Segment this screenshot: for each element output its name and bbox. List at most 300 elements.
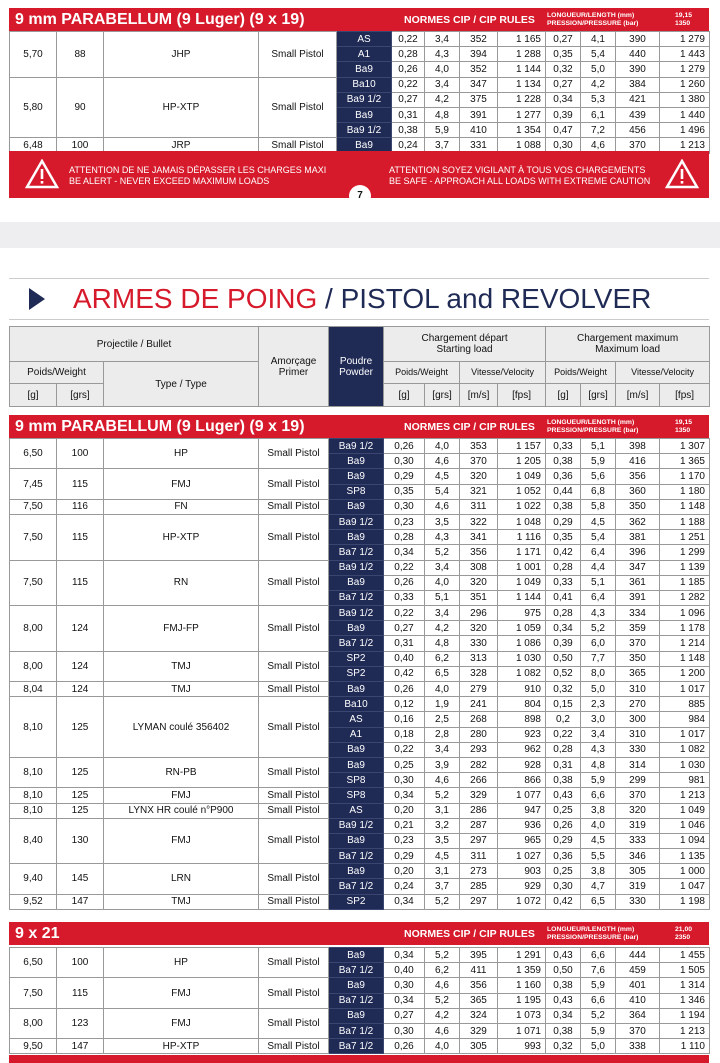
max-velocity-ms: 362 (616, 514, 660, 529)
start-weight-grs: 4,6 (425, 454, 460, 469)
max-weight-grs: 7,7 (581, 651, 616, 666)
table-row (10, 864, 710, 879)
start-weight-g: 0,34 (384, 545, 425, 560)
max-velocity-ms: 390 (616, 32, 660, 47)
max-weight-g: 0,33 (546, 439, 581, 454)
start-weight-g: 0,28 (384, 530, 425, 545)
primer-type: Small Pistol (259, 788, 329, 803)
powder-cell: SP8 (329, 773, 384, 788)
section-header-top (9, 8, 709, 31)
max-velocity-fps: 1 096 (660, 606, 710, 621)
unit-grs: [grs] (57, 384, 104, 407)
start-weight-g: 0,27 (392, 92, 425, 107)
bullet-weight-g: 8,10 (10, 788, 57, 803)
bullet-weight-g: 6,50 (10, 948, 57, 978)
table-row (10, 1039, 710, 1054)
start-weight-grs: 6,5 (425, 666, 460, 681)
start-weight-g: 0,27 (384, 1008, 425, 1023)
max-velocity-ms: 390 (616, 62, 660, 77)
start-velocity-fps: 1 088 (498, 138, 546, 153)
max-velocity-ms: 310 (616, 682, 660, 697)
bullet-weight-grs: 115 (57, 514, 104, 560)
start-velocity-fps: 928 (498, 757, 546, 772)
start-velocity-fps: 910 (498, 682, 546, 697)
max-weight-grs: 5,2 (581, 1008, 616, 1023)
start-velocity-fps: 804 (498, 697, 546, 712)
max-velocity-fps: 1 282 (660, 590, 710, 605)
start-weight-g: 0,42 (384, 666, 425, 681)
start-velocity-ms: 331 (460, 138, 498, 153)
max-velocity-fps: 1 139 (660, 560, 710, 575)
start-velocity-ms: 356 (460, 978, 498, 993)
powder-cell: Ba9 (337, 62, 392, 77)
max-velocity-ms: 391 (616, 590, 660, 605)
max-weight-g: 0,29 (546, 833, 581, 848)
bullet-weight-grs: 100 (57, 948, 104, 978)
start-weight-grs: 4,3 (425, 47, 460, 62)
max-velocity-ms: 338 (616, 1039, 660, 1054)
start-velocity-ms: 395 (460, 948, 498, 963)
max-velocity-fps: 1 049 (660, 803, 710, 818)
start-weight-grs: 5,2 (425, 894, 460, 909)
start-velocity-ms: 293 (460, 742, 498, 757)
primer-type: Small Pistol (259, 514, 329, 560)
start-weight-grs: 4,0 (425, 1039, 460, 1054)
start-weight-g: 0,30 (384, 978, 425, 993)
start-weight-g: 0,28 (392, 47, 425, 62)
table-row (10, 439, 710, 454)
start-weight-grs: 6,2 (425, 651, 460, 666)
table-row (10, 651, 710, 666)
max-velocity-fps: 1 455 (660, 948, 710, 963)
max-velocity-ms: 370 (616, 636, 660, 651)
start-weight-g: 0,26 (384, 575, 425, 590)
max-weight-grs: 8,0 (581, 666, 616, 681)
start-velocity-ms: 282 (460, 757, 498, 772)
start-velocity-fps: 1 052 (498, 484, 546, 499)
primer-type: Small Pistol (259, 682, 329, 697)
start-weight-g: 0,34 (384, 948, 425, 963)
max-weight-grs: 6,8 (581, 484, 616, 499)
start-weight-grs: 4,6 (425, 1023, 460, 1038)
start-weight-g: 0,26 (384, 1039, 425, 1054)
max-weight-grs: 7,2 (581, 123, 616, 138)
max-weight-grs: 5,3 (581, 92, 616, 107)
start-weight-grs: 3,7 (425, 138, 460, 153)
max-weight-g: 0,42 (546, 545, 581, 560)
bullet-weight-grs: 115 (57, 469, 104, 499)
start-velocity-fps: 1 205 (498, 454, 546, 469)
start-weight-g: 0,40 (384, 651, 425, 666)
start-weight-g: 0,30 (384, 499, 425, 514)
max-weight-g: 0,15 (546, 697, 581, 712)
table-row (10, 77, 710, 92)
max-weight-grs: 3,0 (581, 712, 616, 727)
start-weight-grs: 5,9 (425, 123, 460, 138)
max-weight-grs: 5,4 (581, 47, 616, 62)
bullet-weight-grs: 125 (57, 697, 104, 758)
max-velocity-ms: 347 (616, 560, 660, 575)
max-weight-g: 0,47 (546, 123, 581, 138)
start-weight-grs: 5,1 (425, 590, 460, 605)
start-weight-grs: 4,0 (425, 575, 460, 590)
length-pressure-values: 19,15 1350 (675, 11, 693, 27)
length-pressure-labels: LONGUEUR/LENGTH (mm) PRESSION/PRESSURE (bar) (547, 11, 639, 27)
primer-type: Small Pistol (259, 1039, 329, 1054)
max-weight-grs: 5,1 (581, 575, 616, 590)
cip-rules-label: NORMES CIP / CIP RULES (404, 13, 535, 26)
bullet-type: FMJ (104, 469, 259, 499)
start-velocity-ms: 241 (460, 697, 498, 712)
max-weight-g: 0,30 (546, 879, 581, 894)
start-velocity-ms: 365 (460, 993, 498, 1008)
max-velocity-header: Vitesse/Velocity (616, 362, 710, 384)
start-velocity-fps: 1 072 (498, 894, 546, 909)
table-row (10, 606, 710, 621)
max-velocity-fps: 1 185 (660, 575, 710, 590)
start-velocity-fps: 1 022 (498, 499, 546, 514)
bullet-weight-g: 7,50 (10, 978, 57, 1008)
start-velocity-ms: 280 (460, 727, 498, 742)
start-velocity-fps: 962 (498, 742, 546, 757)
start-weight-grs: 3,1 (425, 864, 460, 879)
cip-rules-label: NORMES CIP / CIP RULES (404, 420, 535, 433)
max-weight-grs: 5,9 (581, 1023, 616, 1038)
max-weight-g: 0,32 (546, 682, 581, 697)
primer-type: Small Pistol (259, 1008, 329, 1038)
max-weight-grs: 6,0 (581, 636, 616, 651)
length-pressure-labels: LONGUEUR/LENGTH (mm) PRESSION/PRESSURE (bar) (547, 418, 639, 434)
max-velocity-fps: 1 213 (660, 138, 710, 153)
unit-g: [g] (10, 384, 57, 407)
max-weight-grs: 5,4 (581, 530, 616, 545)
table-row (10, 757, 710, 772)
max-weight-g: 0,29 (546, 514, 581, 529)
bullet-type: JHP (104, 32, 259, 78)
section-title: 9 mm PARABELLUM (9 Luger) (9 x 19) (15, 10, 305, 28)
primer-type: Small Pistol (259, 803, 329, 818)
max-weight-g: 0,36 (546, 469, 581, 484)
max-velocity-ms: 334 (616, 606, 660, 621)
powder-cell: Ba9 (329, 742, 384, 757)
start-velocity-fps: 923 (498, 727, 546, 742)
max-velocity-fps: 984 (660, 712, 710, 727)
max-weight-grs: 4,6 (581, 138, 616, 153)
warning-triangle-icon (665, 159, 699, 189)
max-velocity-fps: 1 030 (660, 757, 710, 772)
max-velocity-ms: 305 (616, 864, 660, 879)
max-weight-grs: 5,9 (581, 773, 616, 788)
bullet-type: TMJ (104, 894, 259, 909)
start-velocity-ms: 308 (460, 560, 498, 575)
section-title: 9 x 21 (15, 924, 60, 942)
bullet-weight-grs: 124 (57, 606, 104, 652)
powder-cell: SP8 (329, 484, 384, 499)
unit-g: [g] (384, 384, 425, 407)
bullet-weight-grs: 90 (57, 77, 104, 138)
max-weight-g: 0,35 (546, 530, 581, 545)
max-velocity-fps: 1 148 (660, 651, 710, 666)
primer-type: Small Pistol (259, 32, 337, 78)
start-weight-grs: 1,9 (425, 697, 460, 712)
max-weight-grs: 4,5 (581, 833, 616, 848)
start-weight-g: 0,22 (384, 742, 425, 757)
max-weight-g: 0,33 (546, 575, 581, 590)
warning-right-text: ATTENTION SOYEZ VIGILANT À TOUS VOS CHARGEMENTS BE SAFE - APPROACH ALL LOADS WITH EXTREME CAUTION (389, 165, 651, 186)
powder-cell: Ba9 1/2 (329, 439, 384, 454)
powder-cell: Ba9 1/2 (337, 123, 392, 138)
max-velocity-ms: 330 (616, 894, 660, 909)
bullet-weight-g: 8,04 (10, 682, 57, 697)
max-weight-g: 0,2 (546, 712, 581, 727)
column-header (9, 326, 710, 407)
start-weight-g: 0,23 (384, 514, 425, 529)
start-weight-g: 0,21 (384, 818, 425, 833)
max-weight-g: 0,28 (546, 606, 581, 621)
start-weight-g: 0,22 (392, 32, 425, 47)
table-row (10, 978, 710, 993)
powder-cell: Ba10 (337, 77, 392, 92)
max-weight-grs: 6,4 (581, 545, 616, 560)
max-weight-g: 0,32 (546, 62, 581, 77)
bullet-weight-grs: 125 (57, 788, 104, 803)
powder-cell: Ba7 1/2 (329, 963, 384, 978)
max-weight-grs: 4,0 (581, 818, 616, 833)
start-velocity-ms: 311 (460, 849, 498, 864)
start-weight-g: 0,31 (384, 636, 425, 651)
start-velocity-fps: 975 (498, 606, 546, 621)
start-weight-g: 0,31 (392, 107, 425, 122)
start-weight-grs: 3,4 (425, 32, 460, 47)
max-velocity-fps: 1 094 (660, 833, 710, 848)
max-weight-g: 0,38 (546, 1023, 581, 1038)
table-row (10, 499, 710, 514)
unit-g: [g] (546, 384, 581, 407)
powder-cell: Ba9 (329, 454, 384, 469)
max-velocity-ms: 370 (616, 138, 660, 153)
start-weight-grs: 3,4 (425, 742, 460, 757)
start-weight-grs: 4,8 (425, 107, 460, 122)
powder-cell: Ba7 1/2 (329, 636, 384, 651)
unit-ms: [m/s] (616, 384, 660, 407)
max-velocity-ms: 410 (616, 993, 660, 1008)
table-row (10, 32, 710, 47)
start-velocity-ms: 297 (460, 833, 498, 848)
start-velocity-fps: 1 354 (498, 123, 546, 138)
start-velocity-ms: 352 (460, 32, 498, 47)
max-weight-header: Poids/Weight (546, 362, 616, 384)
max-velocity-fps: 1 443 (660, 47, 710, 62)
section-header-9mm (9, 415, 709, 438)
start-velocity-fps: 1 071 (498, 1023, 546, 1038)
table-row (10, 560, 710, 575)
max-velocity-ms: 350 (616, 651, 660, 666)
start-weight-grs: 5,2 (425, 545, 460, 560)
start-velocity-ms: 279 (460, 682, 498, 697)
max-velocity-fps: 1 198 (660, 894, 710, 909)
powder-cell: Ba9 (329, 757, 384, 772)
start-weight-g: 0,24 (384, 879, 425, 894)
start-velocity-fps: 1 086 (498, 636, 546, 651)
table-row (10, 803, 710, 818)
table-row (10, 682, 710, 697)
start-weight-grs: 6,2 (425, 963, 460, 978)
bullet-weight-g: 9,52 (10, 894, 57, 909)
max-velocity-ms: 401 (616, 978, 660, 993)
bullet-type: FMJ (104, 788, 259, 803)
max-weight-g: 0,38 (546, 499, 581, 514)
bullet-weight-grs: 124 (57, 651, 104, 681)
max-weight-grs: 5,2 (581, 621, 616, 636)
primer-type: Small Pistol (259, 439, 329, 469)
type-header: Type / Type (104, 362, 259, 407)
start-velocity-fps: 1 157 (498, 439, 546, 454)
start-velocity-fps: 1 048 (498, 514, 546, 529)
max-velocity-ms: 361 (616, 575, 660, 590)
max-velocity-fps: 1 346 (660, 993, 710, 1008)
primer-type: Small Pistol (259, 606, 329, 652)
max-velocity-fps: 1 213 (660, 788, 710, 803)
start-velocity-fps: 1 073 (498, 1008, 546, 1023)
max-velocity-fps: 1 279 (660, 32, 710, 47)
max-weight-g: 0,28 (546, 742, 581, 757)
max-velocity-fps: 1 194 (660, 1008, 710, 1023)
max-weight-grs: 5,0 (581, 62, 616, 77)
start-weight-grs: 3,4 (425, 560, 460, 575)
start-velocity-ms: 375 (460, 92, 498, 107)
start-velocity-fps: 947 (498, 803, 546, 818)
max-weight-g: 0,30 (546, 138, 581, 153)
start-weight-g: 0,34 (384, 993, 425, 1008)
bullet-weight-grs: 116 (57, 499, 104, 514)
max-velocity-fps: 1 047 (660, 879, 710, 894)
max-velocity-fps: 885 (660, 697, 710, 712)
start-velocity-ms: 353 (460, 439, 498, 454)
powder-cell: Ba9 1/2 (329, 560, 384, 575)
maximum-load-header: Chargement maximum Maximum load (546, 327, 710, 362)
start-velocity-fps: 903 (498, 864, 546, 879)
max-velocity-ms: 364 (616, 1008, 660, 1023)
powder-cell: Ba9 1/2 (329, 514, 384, 529)
primer-type: Small Pistol (259, 499, 329, 514)
start-weight-grs: 4,2 (425, 621, 460, 636)
max-velocity-fps: 1 260 (660, 77, 710, 92)
max-weight-g: 0,32 (546, 1039, 581, 1054)
start-weight-g: 0,25 (384, 757, 425, 772)
primer-type: Small Pistol (259, 697, 329, 758)
powder-cell: A1 (329, 727, 384, 742)
start-velocity-fps: 929 (498, 879, 546, 894)
start-weight-g: 0,12 (384, 697, 425, 712)
bullet-weight-grs: 115 (57, 560, 104, 606)
max-velocity-fps: 1 214 (660, 636, 710, 651)
bullet-weight-grs: 88 (57, 32, 104, 78)
powder-cell: AS (329, 712, 384, 727)
start-weight-g: 0,16 (384, 712, 425, 727)
primer-type: Small Pistol (259, 864, 329, 894)
max-velocity-fps: 1 307 (660, 439, 710, 454)
table-row (10, 818, 710, 833)
max-velocity-fps: 1 017 (660, 682, 710, 697)
start-velocity-fps: 936 (498, 818, 546, 833)
max-weight-g: 0,25 (546, 803, 581, 818)
max-velocity-fps: 1 017 (660, 727, 710, 742)
table-row (10, 697, 710, 712)
bullet-weight-g: 8,40 (10, 818, 57, 864)
bullet-weight-grs: 100 (57, 439, 104, 469)
start-weight-g: 0,26 (384, 682, 425, 697)
max-weight-g: 0,31 (546, 757, 581, 772)
max-weight-grs: 3,8 (581, 803, 616, 818)
max-weight-grs: 4,7 (581, 879, 616, 894)
powder-cell: Ba9 1/2 (329, 606, 384, 621)
max-weight-grs: 5,9 (581, 454, 616, 469)
start-weight-g: 0,20 (384, 803, 425, 818)
start-velocity-fps: 993 (498, 1039, 546, 1054)
start-weight-grs: 5,2 (425, 993, 460, 1008)
powder-cell: Ba9 (329, 864, 384, 879)
start-weight-header: Poids/Weight (384, 362, 460, 384)
powder-cell: SP2 (329, 651, 384, 666)
unit-fps: [fps] (660, 384, 710, 407)
bullet-type: FMJ (104, 1008, 259, 1038)
arrow-icon (29, 288, 45, 310)
start-velocity-ms: 320 (460, 469, 498, 484)
primer-type: Small Pistol (259, 948, 329, 978)
start-velocity-fps: 1 160 (498, 978, 546, 993)
start-weight-g: 0,29 (384, 849, 425, 864)
start-velocity-ms: 313 (460, 651, 498, 666)
start-velocity-ms: 356 (460, 545, 498, 560)
max-weight-g: 0,27 (546, 77, 581, 92)
start-weight-g: 0,38 (392, 123, 425, 138)
max-weight-grs: 5,8 (581, 499, 616, 514)
max-velocity-fps: 1 178 (660, 621, 710, 636)
bullet-weight-grs: 125 (57, 757, 104, 787)
start-weight-g: 0,22 (384, 560, 425, 575)
max-weight-g: 0,22 (546, 727, 581, 742)
max-weight-g: 0,34 (546, 621, 581, 636)
table-row (10, 788, 710, 803)
start-velocity-ms: 330 (460, 636, 498, 651)
max-weight-grs: 4,5 (581, 514, 616, 529)
max-weight-grs: 5,0 (581, 1039, 616, 1054)
max-weight-grs: 6,1 (581, 107, 616, 122)
start-weight-grs: 4,6 (425, 978, 460, 993)
start-velocity-ms: 328 (460, 666, 498, 681)
max-velocity-fps: 1 505 (660, 963, 710, 978)
powder-cell: Ba7 1/2 (329, 879, 384, 894)
max-velocity-fps: 1 365 (660, 454, 710, 469)
start-velocity-ms: 273 (460, 864, 498, 879)
max-velocity-ms: 270 (616, 697, 660, 712)
start-weight-grs: 4,3 (425, 530, 460, 545)
unit-grs: [grs] (581, 384, 616, 407)
start-weight-g: 0,27 (384, 621, 425, 636)
start-weight-g: 0,22 (384, 606, 425, 621)
max-weight-g: 0,38 (546, 978, 581, 993)
powder-cell: Ba9 (329, 530, 384, 545)
start-weight-grs: 3,7 (425, 879, 460, 894)
max-weight-grs: 3,8 (581, 864, 616, 879)
max-weight-g: 0,41 (546, 590, 581, 605)
start-velocity-ms: 320 (460, 575, 498, 590)
bullet-type: HP-XTP (104, 1039, 259, 1054)
max-velocity-fps: 1 046 (660, 818, 710, 833)
start-weight-grs: 5,4 (425, 484, 460, 499)
start-velocity-ms: 320 (460, 621, 498, 636)
max-velocity-fps: 1 299 (660, 545, 710, 560)
